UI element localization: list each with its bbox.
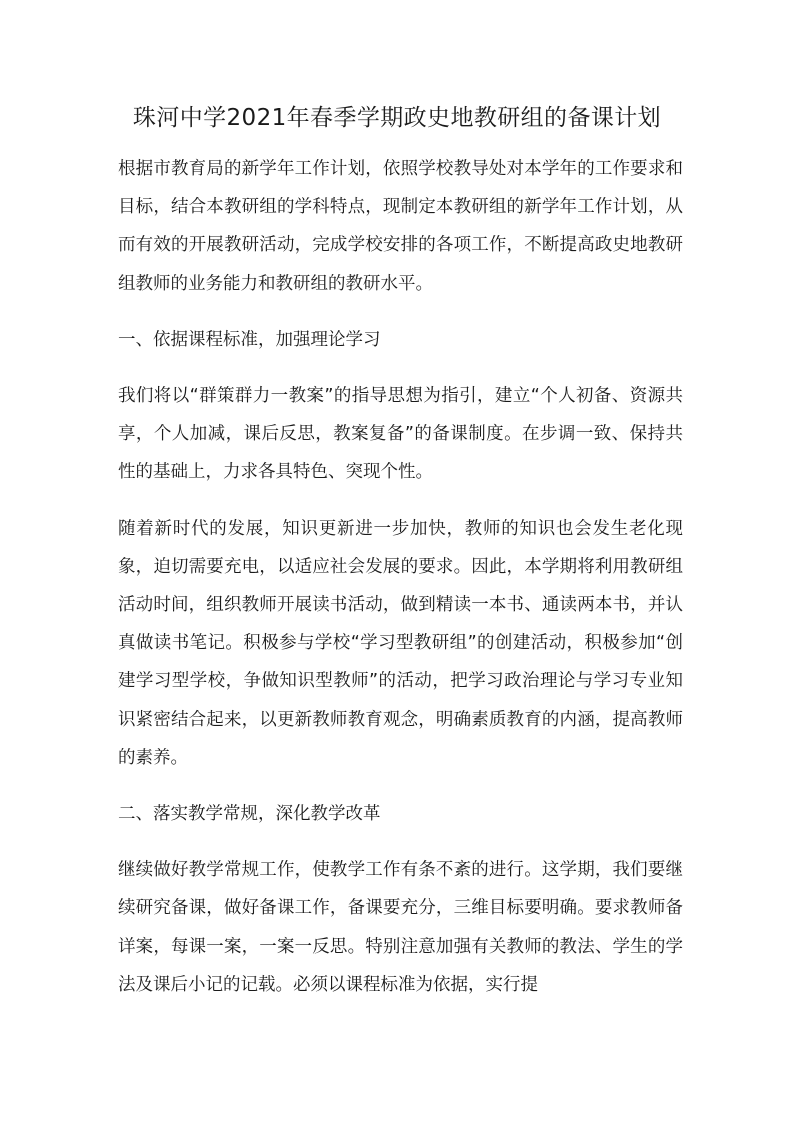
body-paragraph: 随着新时代的发展，知识更新进一步加快，教师的知识也会发生老化现象，迫切需要充电，以适应社会发展的要求。因此，本学期将利用教研组活动时间，组织教师开展读书活动，做到精读一本书、通读两本书，并认真做读书笔记。积极参与学校“学习型教研组”的创建活动，积极参加“创建学习型学校，争做知识型教师”的活动，把学习政治理论与学习专业知识紧密结合起来，以更新教师教育观念，明确素质教育的内涵，提高教师的素养。	[118, 518, 683, 768]
section-heading-1: 一、依据课程标准，加强理论学习	[118, 329, 381, 350]
body-paragraph: 继续做好教学常规工作，使教学工作有条不紊的进行。这学期，我们要继续研究备课，做好备课工作，备课要充分，三维目标要明确。要求教师备详案，每课一案，一案一反思。特别注意加强有关教师的教法、学生的学法及课后小记的记载。必须以课程标准为依据，实行提	[118, 860, 683, 995]
document-body	[118, 150, 683, 1022]
body-paragraph: 我们将以“群策群力一教案”的指导思想为指引，建立“个人初备、资源共享，个人加减，课后反思，教案复备”的备课制度。在步调一致、保持共性的基础上，力求各具特色、突现个性。	[118, 386, 683, 483]
document-title: 珠河中学2021年春季学期政史地教研组的备课计划	[132, 105, 662, 131]
intro-paragraph: 根据市教育局的新学年工作计划，依照学校教导处对本学年的工作要求和目标，结合本教研组的学科特点，现制定本教研组的新学年工作计划，从而有效的开展教研活动，完成学校安排的各项工作，不断提高政史地教研组教师的业务能力和教研组的教研水平。	[118, 159, 683, 294]
section-heading-2: 二、落实教学常规，深化教学改革	[118, 804, 381, 825]
